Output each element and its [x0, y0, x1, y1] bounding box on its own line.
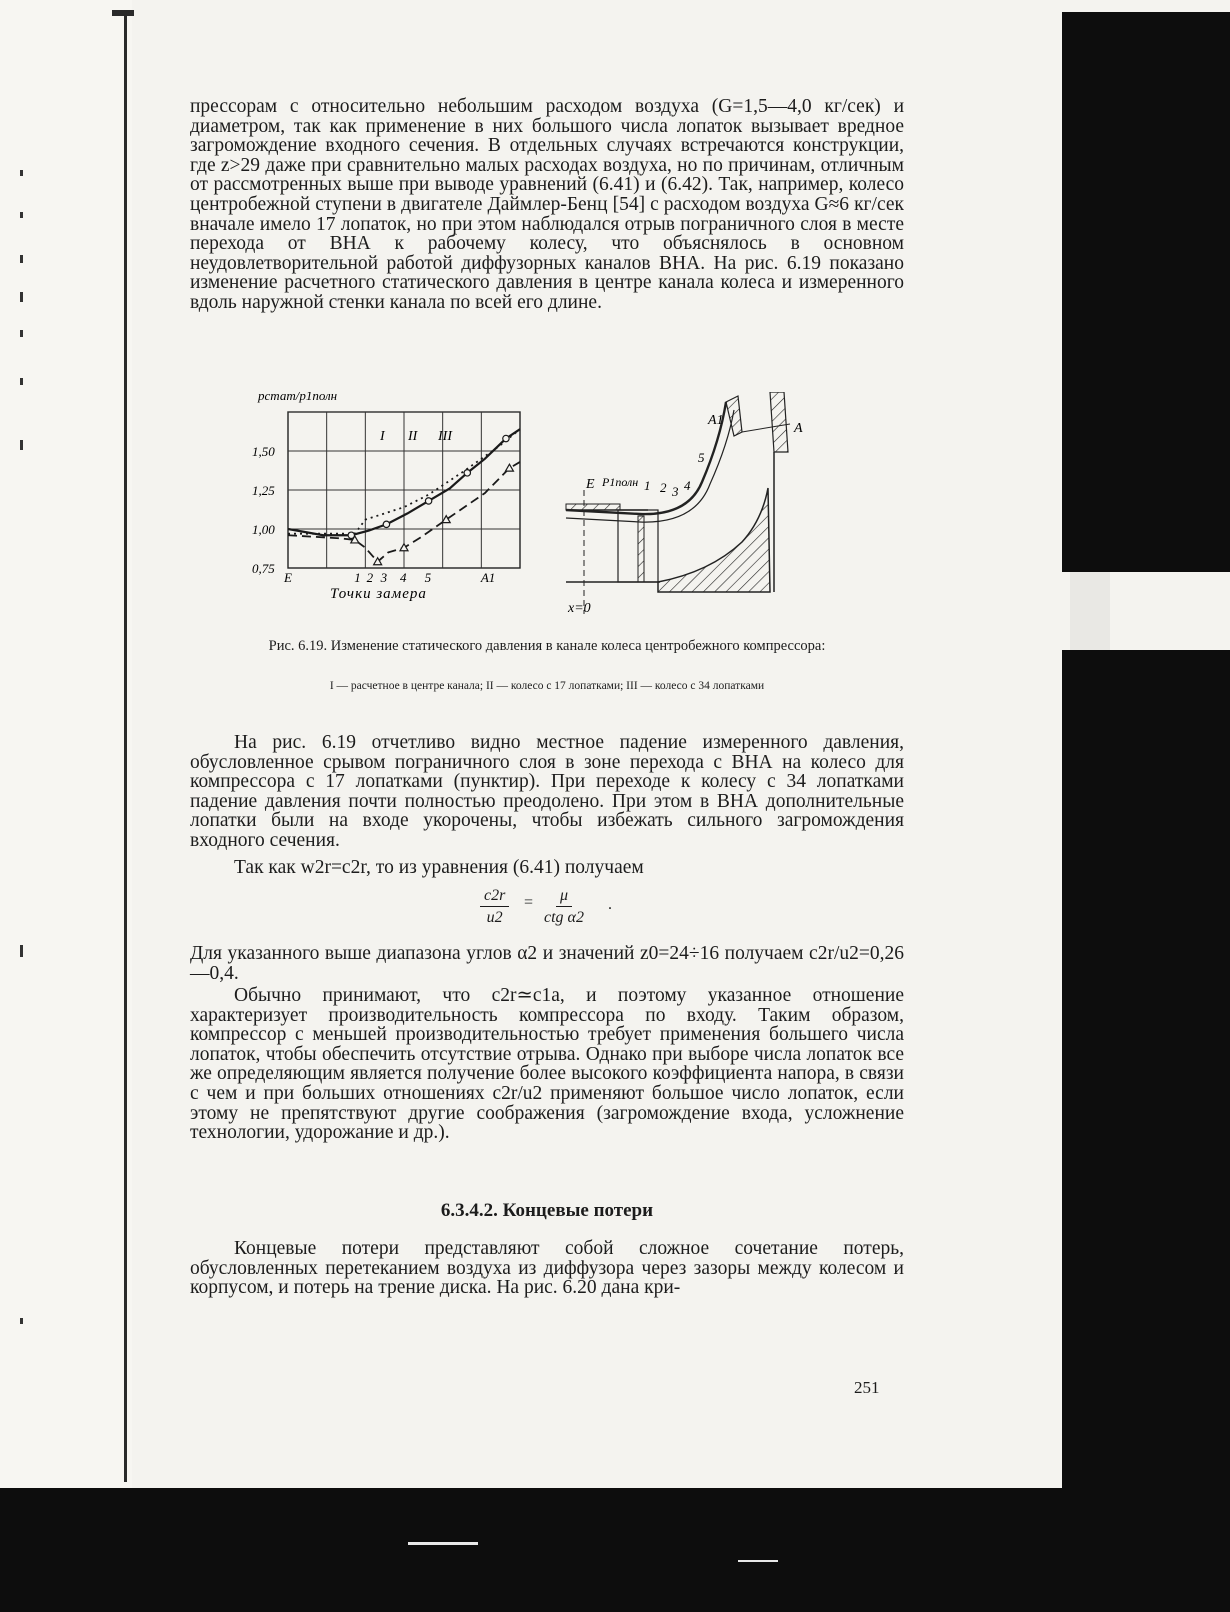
igv-vane [638, 516, 644, 582]
data-point [383, 521, 389, 527]
margin-speck [20, 378, 23, 385]
scan-gap [1070, 572, 1110, 650]
measurement-point-label: 3 [672, 484, 679, 499]
section-heading: 6.3.4.2. Концевые потери [440, 1200, 654, 1221]
paragraph-2: На рис. 6.19 отчетливо видно местное падение измеренного давления, обусловленное срывом пограничного слоя в зоне перехода с ВНА на колесо для компрессора с 17 лопатками (пунктир). При переходе к колесу с 34 лопатками падение давления почти полностью преодолено. При этом в ВНА дополнительные лопатки были на входе укорочены, чтобы избежать сильного загромождения входного сечения. [190, 732, 904, 851]
x-tick-label: 3 [380, 570, 388, 585]
margin-speck [20, 255, 23, 263]
x-tick-label: A1 [480, 570, 496, 585]
formula-lhs-denominator: u2 [486, 909, 503, 926]
formula-lhs-numerator: c2r [480, 886, 509, 907]
binding-edge [124, 12, 127, 1482]
series-label-III: III [438, 429, 452, 444]
margin-speck [20, 440, 23, 450]
chart-y-label: pстат/p1полн [258, 392, 338, 403]
formula-rhs-numerator: μ [556, 886, 572, 907]
scan-streak [738, 1560, 778, 1562]
data-point [505, 464, 513, 471]
data-point [503, 435, 509, 441]
paragraph-3: Так как w2r=c2r, то из уравнения (6.41) получаем [234, 857, 644, 878]
paragraph-1: прессорам с относительно небольшим расходом воздуха (G=1,5—4,0 кг/сек) и диаметром, так как применение в них большого числа лопаток вызывает вредное загромождение входного сечения. В отдельных случаях встречаются конструкции, где z>29 даже при сравнительно малых расходах воздуха, но по причинам, отличным от рассмотренных выше при выводе уравнений (6.41) и (6.42). Так, например, колесо центробежной ступени в двигателе Даймлер-Бенц [54] с расходом воздуха G≈6 кг/сек вначале имело 17 лопаток, но при этом наблюдался отрыв пограничного слоя в месте перехода от ВНА к рабочему колесу, что объяснялось в основном неудовлетворительной работой диффузорных каналов ВНА. На рис. 6.19 показано изменение расчетного статического давления в центре канала колеса и измеренного вдоль наружной стенки канала по всей его длине. [190, 96, 904, 313]
formula-period: . [608, 896, 612, 913]
formula-rhs-denominator: ctg α2 [544, 909, 584, 926]
margin-speck [20, 212, 23, 218]
series-label-I: I [380, 429, 385, 444]
paragraph-6: Концевые потери представляют собой сложное сочетание потерь, обусловленных перетеканием воздуха из диффузора через зазоры между колесом и корпусом, и потерь на трение диска. На рис. 6.20 дана кри- [190, 1238, 904, 1299]
paragraph-5: Обычно принимают, что c2r≃c1a, и поэтому указанное отношение характеризует производительность компрессора по входу. Таким образом, компрессор с меньшей производительностью требует применения большего числа лопаток, чтобы обеспечить отсутствие отрыва. Однако при выборе числа лопаток все же определяющим является получение более высокого коэффициента напора, в связи с чем и при больших отношениях c2r/u2 применяют большое число лопаток, если этому не препятствуют другие соображения (загромождение входа, усложнение технологии, удорожание и др.). [190, 985, 904, 1144]
y-tick-label: 1,25 [252, 483, 275, 498]
x-tick-label: 5 [424, 570, 432, 585]
blade-tip [726, 396, 742, 436]
paragraph-4: Для указанного выше диапазона углов α2 и значений z0=24÷16 получаем c2r/u2=0,26—0,4. [190, 943, 904, 984]
formula [480, 884, 660, 940]
chart-x-ticks [283, 570, 495, 585]
diagram-label-e: E [586, 477, 595, 492]
figure-6-19 [190, 392, 904, 624]
series-label-II: II [408, 429, 418, 444]
chart-y-ticks [252, 444, 275, 576]
formula-lhs [480, 886, 509, 929]
figure-caption-title: Рис. 6.19. Изменение статического давления в канале колеса центробежного компрессора: [268, 638, 826, 654]
scan-streak [408, 1542, 478, 1545]
scan-shadow-right-bottom [1062, 650, 1230, 1490]
y-tick-label: 1,00 [252, 522, 275, 537]
margin-speck [20, 330, 23, 337]
data-point [348, 532, 354, 538]
data-point [400, 544, 408, 551]
x-tick-label: 1 [354, 570, 361, 585]
diffuser-wall [770, 392, 788, 452]
margin-speck [20, 170, 23, 176]
page-margin-left [0, 0, 132, 1612]
formula-rhs [544, 886, 584, 929]
chart-x-label: Точки замера [330, 586, 427, 602]
figure-caption-legend: I — расчетное в центре канала; II — колесо с 17 лопатками; III — колесо с 34 лопатками [329, 680, 765, 692]
diagram-label-p1: P1полн [602, 475, 639, 489]
formula-equals: = [524, 894, 534, 911]
margin-speck [20, 292, 23, 302]
binding-edge-top [112, 10, 134, 16]
hub-body [658, 488, 770, 592]
margin-speck [20, 945, 23, 957]
measurement-point-label: 4 [684, 478, 691, 493]
data-point [464, 470, 470, 476]
x-tick-label: E [284, 570, 292, 585]
inlet-casing [566, 504, 620, 510]
scan-shadow-right-top [1062, 12, 1230, 572]
page-number: 251 [854, 1378, 880, 1397]
measurement-point-label: 1 [644, 478, 651, 493]
diagram-label-a: A [794, 421, 803, 436]
margin-speck [20, 1318, 23, 1324]
diagram-label-a1: A1 [708, 413, 724, 428]
x-tick-label: 2 [366, 570, 374, 585]
scan-shadow-bottom [0, 1488, 1230, 1612]
diagram-label-x0: x=0 [568, 601, 591, 616]
figure-graphics [190, 392, 904, 624]
data-point [425, 498, 431, 504]
pressure-chart [252, 392, 520, 602]
y-tick-label: 1,50 [252, 444, 275, 459]
measurement-point-label: 2 [660, 480, 667, 495]
measurement-point-label: 5 [698, 450, 705, 465]
y-tick-label: 0,75 [252, 561, 275, 576]
impeller-diagram [566, 392, 803, 616]
x-tick-label: 4 [400, 570, 407, 585]
